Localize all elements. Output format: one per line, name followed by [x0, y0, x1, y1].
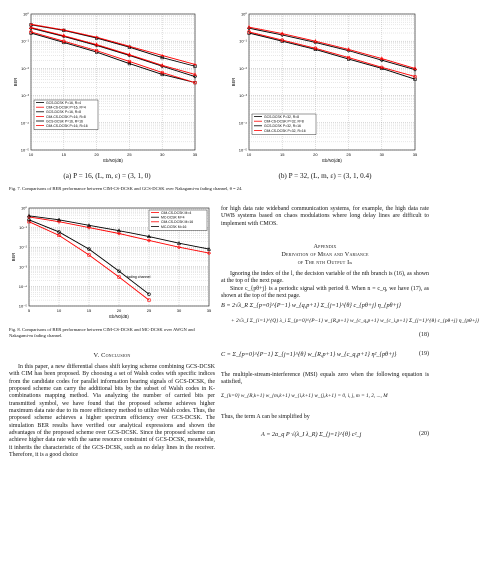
x-axis-label: Eb/N0(dB)	[109, 314, 129, 319]
legend-label: CIM-CS-DCSK P=16, R=8	[46, 114, 86, 119]
x-tick-label: 20	[116, 308, 122, 313]
figure7-subcaption-b: (b) P = 32, (L, m, ε) = (3, 1, 0.4)	[278, 172, 372, 180]
legend	[34, 100, 98, 130]
legend-label: GCS-DCSK P=16, R=4	[46, 101, 82, 105]
eq18-number: (18)	[419, 332, 429, 338]
y-tick-label: 10⁻³	[239, 93, 247, 99]
legend-label: CIM-CS-DCSK P=16, R=4	[46, 105, 86, 110]
x-tick-label: 30	[159, 152, 165, 157]
legend-label: MC-DCSK M=4	[161, 215, 185, 220]
y-tick-label: 10⁰	[240, 11, 247, 17]
y-tick-label: 10⁻³	[19, 264, 27, 270]
y-tick-label: 10⁻¹	[239, 38, 247, 44]
y-tick-label: 10⁻²	[239, 65, 247, 71]
figure7-panel-a	[9, 8, 205, 170]
section-heading-conclusion: V. Conclusion	[93, 352, 131, 359]
x-tick-label: 35	[206, 308, 212, 313]
y-tick-label: 10⁻⁴	[18, 283, 27, 289]
equation-20	[221, 428, 429, 444]
appendix-para1-text: Ignoring the index of the l, the decision variable of the nth branch is (16), as shown at the top of the next page.	[221, 271, 429, 285]
msi-paragraph	[221, 372, 429, 387]
y-axis-label: BER	[11, 252, 16, 262]
y-tick-label: 10⁻³	[21, 93, 29, 99]
simplify-text: Thus, the term A can be simplified by	[221, 414, 310, 420]
y-tick-label: 10⁻⁵	[20, 147, 29, 153]
fading-channel-annotation: fading channel	[127, 275, 151, 279]
legend-label: CIM-CS-DCSK P=16, R=16	[46, 124, 88, 128]
x-tick-label: 20	[94, 152, 99, 157]
appendix-para2-text: Since c_{pθ+j} is a periodic signal with period θ. When n = c_q, we have (17), as shown at the top of the next page.	[221, 285, 429, 300]
legend-label: MC-DCSK M=16	[161, 224, 187, 229]
x-tick-label: 10	[246, 152, 252, 157]
x-tick-label: 30	[379, 152, 385, 157]
x-tick-label: 35	[192, 152, 198, 157]
legend-label: CIM-CS-DCSK P=32, R=16	[264, 128, 306, 133]
x-tick-label: 15	[61, 152, 67, 157]
y-tick-label: 10⁰	[20, 205, 27, 211]
equation-18	[221, 300, 479, 344]
figure7-panel-b	[225, 8, 425, 170]
appendix-para1	[221, 271, 429, 300]
y-tick-label: 10⁻⁴	[20, 120, 29, 126]
x-tick-label: 25	[127, 152, 132, 157]
eq20-number: (20)	[419, 431, 429, 437]
x-tick-label: 5	[27, 308, 31, 313]
legend-label: GCS-DCSK P=32, R=16	[264, 124, 301, 129]
legend	[149, 210, 207, 230]
y-tick-label: 10⁻⁵	[18, 303, 27, 309]
x-tick-label: 10	[28, 152, 34, 157]
eq19-number: (19)	[419, 351, 429, 357]
appendix-title-1: Derivation of Mean and Variance	[281, 251, 369, 258]
figure8-caption: Fig. 8. Comparisons of BER performance between CIM-CS-DCSK and MC-DCSK over AWGN and Nakagami-m fading channel.	[9, 327, 195, 338]
chart-panel-a	[9, 8, 205, 170]
y-tick-label: 10⁻²	[19, 244, 27, 250]
x-tick-label: 35	[412, 152, 418, 157]
x-tick-label: 15	[279, 152, 285, 157]
legend	[252, 114, 316, 134]
conclusion-text: In this paper, a new differential chaos shift keying scheme combining GCS-DCSK with CIM has been proposed. By choosing a set of Walsh codes with specific indices from the candidate codes for parallel information bearing signals of GCS-DCSK, the proposed scheme can carry the additional bits by the subset of Walsh codes in K-combinations mapping method. Via analyzing the number of carried bits per transmitted symbol, we have found that the proposed scheme achieves higher maximum data rate due to its more efficiency method to utilize Walsh codes. Thus, the proposed scheme achieves a higher spectrum efficiency over GCS-DCSK. The simulation BER results have verified our analytical expressions and shown the advantages of the proposed scheme over GCS-DCSK. Since the proposed scheme can achieve higher data rate with the same resource constraint of GCS-DCSK, meanwhile, it inherits the characteristic of the GCS-DCSK, such as no delay lines in the receiver. Therefore, it is a good choice	[9, 364, 215, 459]
y-axis-label: BER	[13, 77, 18, 87]
conclusion-paragraph	[9, 364, 215, 459]
y-tick-label: 10⁻⁵	[238, 147, 247, 153]
x-tick-label: 25	[346, 152, 351, 157]
x-axis-label: Eb/N0(dB)	[103, 158, 123, 163]
x-tick-label: 30	[176, 308, 182, 313]
x-tick-label: 25	[146, 308, 152, 313]
eq20-body: A = 2a_q P √(λ_I λ_R) Σ_{j=1}^{θ} c²_j	[261, 431, 362, 438]
y-tick-label: 10⁻¹	[21, 38, 29, 44]
y-tick-label: 10⁻⁴	[238, 120, 247, 126]
eq18-line1: B = 2√λ_R Σ_{p=0}^{P−1} w_{q,p+1} Σ_{j=1}^{θ} c_{pθ+j} η_{pθ+j}	[221, 302, 401, 309]
x-tick-label: 20	[313, 152, 318, 157]
eq19-body: C = Σ_{p=0}^{P−1} Σ_{j=1}^{θ} w_{R,p+1} w_{c_q,p+1} η²_{pθ+j}	[221, 351, 397, 358]
legend-label: CIM-CS-DCSK M=16	[161, 220, 194, 225]
appendix-title-2: of The nth Output Iₙ	[297, 259, 353, 266]
eq18-line2: + 2√λ_I Σ_{i=1}^{Q} λ_i Σ_{p=0}^{P−1} w_{R,p+1} w_{c_q,p+1} w_{c_i,p+1} Σ_{j=1}^{θ} c_{pθ+j} η_{pθ+j}	[231, 318, 479, 324]
appendix-label: Appendix	[313, 243, 337, 250]
figure7-caption: Fig. 7. Comparisons of BER performance between CIM-CS-DCSK and GCS-DCSK over Nakagami-m fading channel, θ = 24.	[9, 186, 243, 191]
y-axis-label: BER	[231, 77, 236, 87]
chart-figure8	[9, 204, 215, 322]
right-intro-text: for high data rate wideband communication systems, for example, the high data rate UWB systems based on chaos modulations where long delay lines are difficult to implement with CMOS.	[221, 206, 429, 227]
figure8	[9, 204, 215, 322]
chart-panel-b	[225, 8, 425, 170]
legend-label: GCS-DCSK P=32, R=8	[264, 115, 300, 119]
figure7-subcaption-a: (a) P = 16, (L, m, ε) = (3, 1, 0)	[63, 172, 151, 180]
legend-label: CIM-CS-DCSK M=4	[161, 211, 192, 215]
right-intro	[221, 206, 429, 228]
x-tick-label: 10	[56, 308, 62, 313]
y-tick-label: 10⁻¹	[19, 225, 27, 231]
x-tick-label: 15	[86, 308, 92, 313]
equation-msi: Σ_{k=0} w_{R,k+1} w_{m,k+1} w_{i,k+1} w_{j,k+1} = 0, i, j, m = 1, 2, ..., M	[221, 393, 388, 399]
equation-19	[221, 348, 429, 364]
legend-label: GCS-DCSK P=16, R=8	[46, 110, 82, 115]
y-tick-label: 10⁰	[22, 11, 29, 17]
simplify-paragraph	[221, 414, 429, 421]
legend-label: CIM-CS-DCSK P=32, R=8	[264, 119, 304, 124]
x-axis-label: Eb/N0(dB)	[322, 158, 342, 163]
legend-label: GCS-DCSK P=16, R=16	[46, 119, 83, 124]
msi-text: The multiple-stream-interference (MSI) equals zero when the following equation is satisfied,	[221, 372, 429, 386]
y-tick-label: 10⁻²	[21, 65, 29, 71]
